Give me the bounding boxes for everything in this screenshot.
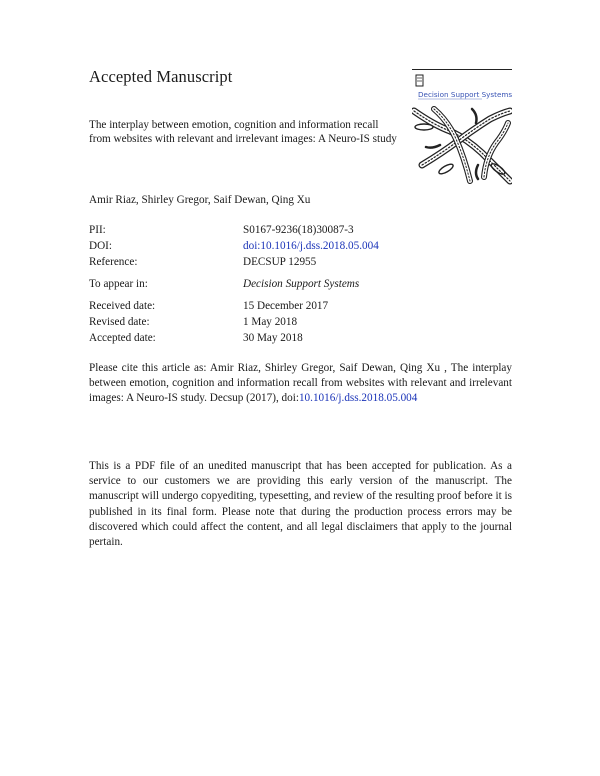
reference-label: Reference: <box>89 256 138 268</box>
journal-label: To appear in: <box>89 278 148 290</box>
pii-value: S0167-9236(18)30087-3 <box>243 224 354 236</box>
journal-name: Decision Support Systems <box>243 278 360 290</box>
reference-row <box>89 254 379 270</box>
citation-doi-link[interactable]: 10.1016/j.dss.2018.05.004 <box>298 392 418 405</box>
disclaimer-paragraph: This is a PDF file of an unedited manuscript that has been accepted for publication. As a service to our customers we are providing this early version of the manuscript. The manuscript will undergo copyediting, typesetting, and review of the resulting proof before it is published in its final form. Please note that during the production process errors may be discovered which could affect the content, and all legal disclaimers that apply to the journal pertain. <box>89 460 512 549</box>
citation-paragraph <box>89 361 512 407</box>
journal-block <box>89 276 359 292</box>
revised-row <box>89 314 328 330</box>
revised-value: 1 May 2018 <box>243 316 298 328</box>
doi-label: DOI: <box>89 240 112 252</box>
cover-journal-title: Decision Support Systems <box>418 90 512 99</box>
citation-text: Please cite this article as: Amir Riaz, Shirley Gregor, Saif Dewan, Qing Xu , The interplay between emotion, cognition and information recall from websites with relevant and irrelevant images: A Neuro-IS study. Decsup (2017), doi: <box>89 362 512 405</box>
reference-value: DECSUP 12955 <box>243 256 317 268</box>
dates-block <box>89 298 328 346</box>
doi-link[interactable]: doi:10.1016/j.dss.2018.05.004 <box>243 240 379 252</box>
article-authors: Amir Riaz, Shirley Gregor, Saif Dewan, Qing Xu <box>89 194 311 206</box>
accepted-value: 30 May 2018 <box>243 332 303 344</box>
received-value: 15 December 2017 <box>243 300 329 312</box>
journal-cover-image <box>412 69 512 191</box>
accepted-row <box>89 330 328 346</box>
identifiers-block <box>89 222 379 270</box>
doi-row <box>89 238 379 254</box>
page-heading: Accepted Manuscript <box>89 67 233 86</box>
pii-row <box>89 222 379 238</box>
accepted-label: Accepted date: <box>89 332 156 344</box>
received-label: Received date: <box>89 300 156 312</box>
journal-row <box>89 276 359 292</box>
publisher-logo-icon <box>416 75 423 86</box>
pii-label: PII: <box>89 224 106 236</box>
article-title: The interplay between emotion, cognition and information recall from websites with relevant and irrelevant images: A Neuro-IS study <box>89 119 397 146</box>
revised-label: Revised date: <box>89 316 150 328</box>
received-row <box>89 298 328 314</box>
cover-illustration-icon <box>414 109 510 181</box>
